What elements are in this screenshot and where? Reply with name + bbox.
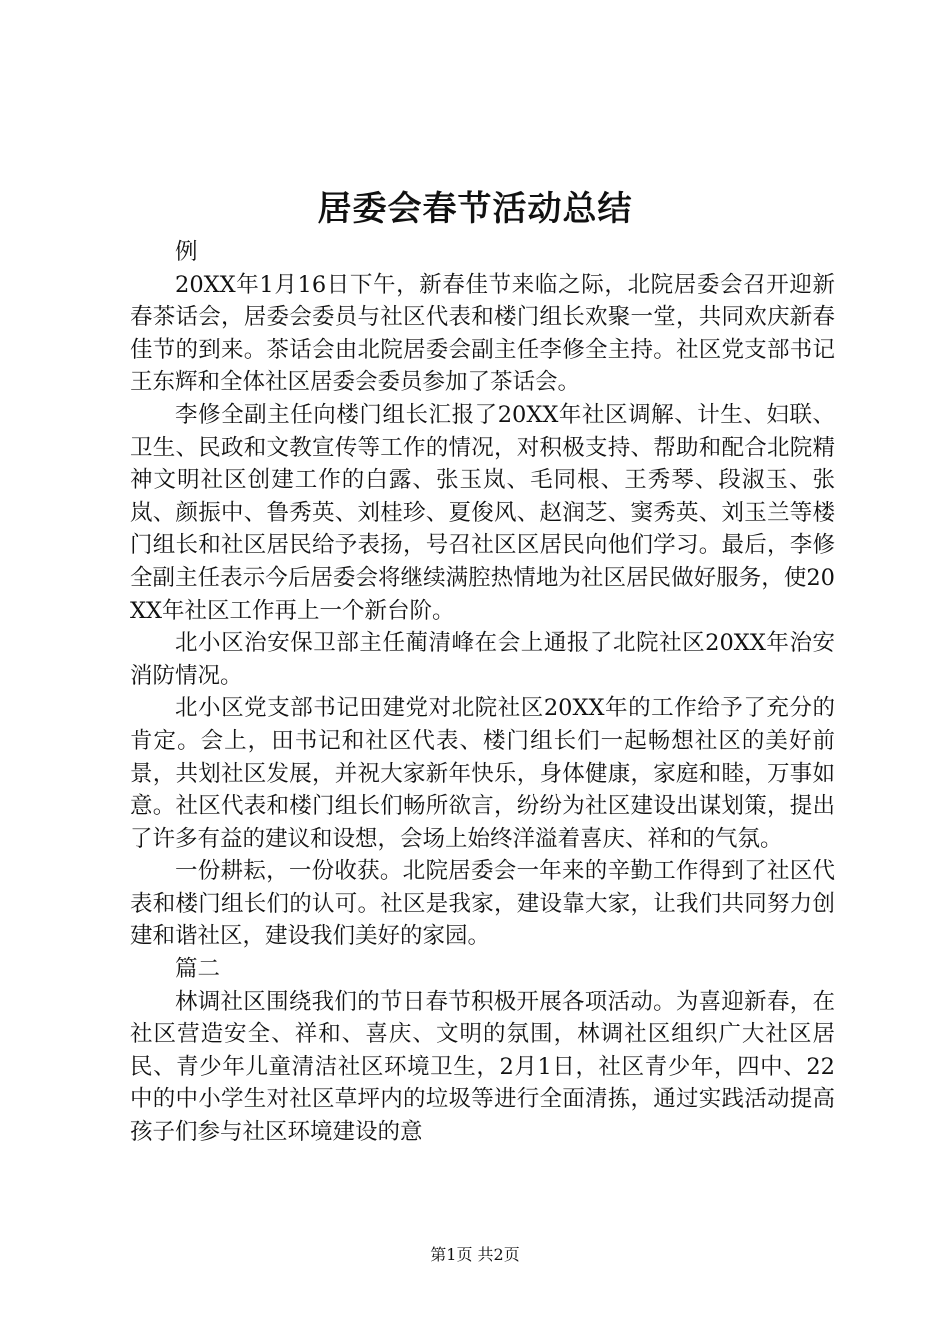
paragraph: 20XX年1月16日下午，新春佳节来临之际，北院居委会召开迎新春茶话会，居委会委员与社区代表和楼门组长欢聚一堂，共同欢庆新春佳节的到来。茶话会由北院居委会副主任李修全主持。社区党支部书记王东辉和全体社区居委会委员参加了茶话会。 (130, 271, 835, 396)
paragraph: 北小区党支部书记田建党对北院社区20XX年的工作给予了充分的肯定。会上，田书记和社区代表、楼门组长们一起畅想社区的美好前景，共划社区发展，并祝大家新年快乐，身体健康，家庭和睦，万事如意。社区代表和楼门组长们畅所欲言，纷纷为社区建设出谋划策，提出了许多有益的建议和设想，会场上始终洋溢着喜庆、祥和的气氛。 (130, 695, 835, 852)
paragraph: 李修全副主任向楼门组长汇报了20XX年社区调解、计生、妇联、卫生、民政和文教宣传等工作的情况，对积极支持、帮助和配合北院精神文明社区创建工作的白露、张玉岚、毛同根、王秀琴、段淑玉、张岚、颜振中、鲁秀英、刘桂珍、夏俊风、赵润芝、窦秀英、刘玉兰等楼门组长和社区居民给予表扬，号召社区区居民向他们学习。最后，李修全副主任表示今后居委会将继续满腔热情地为社区居民做好服务，使20XX年社区工作再上一个新台阶。 (130, 401, 835, 624)
document-body (130, 236, 835, 1149)
paragraph: 一份耕耘，一份收获。北院居委会一年来的辛勤工作得到了社区代表和楼门组长们的认可。社区是我家，建设靠大家，让我们共同努力创建和谐社区，建设我们美好的家园。 (130, 858, 835, 950)
section-heading: 篇二 (175, 956, 221, 983)
document-title: 居委会春节活动总结 (317, 189, 633, 229)
paragraph: 例 (175, 239, 198, 265)
page-footer: 第1页 共2页 (430, 1245, 520, 1264)
paragraph: 北小区治安保卫部主任蔺清峰在会上通报了北院社区20XX年治安消防情况。 (130, 630, 835, 689)
paragraph: 林调社区围绕我们的节日春节积极开展各项活动。为喜迎新春，在社区营造安全、祥和、喜庆、文明的氛围，林调社区组织广大社区居民、青少年儿童清洁社区环境卫生，2月1日，社区青少年，四中、22中的中小学生对社区草坪内的垃圾等进行全面清拣，通过实践活动提高孩子们参与社区环境建设的意 (130, 988, 835, 1146)
